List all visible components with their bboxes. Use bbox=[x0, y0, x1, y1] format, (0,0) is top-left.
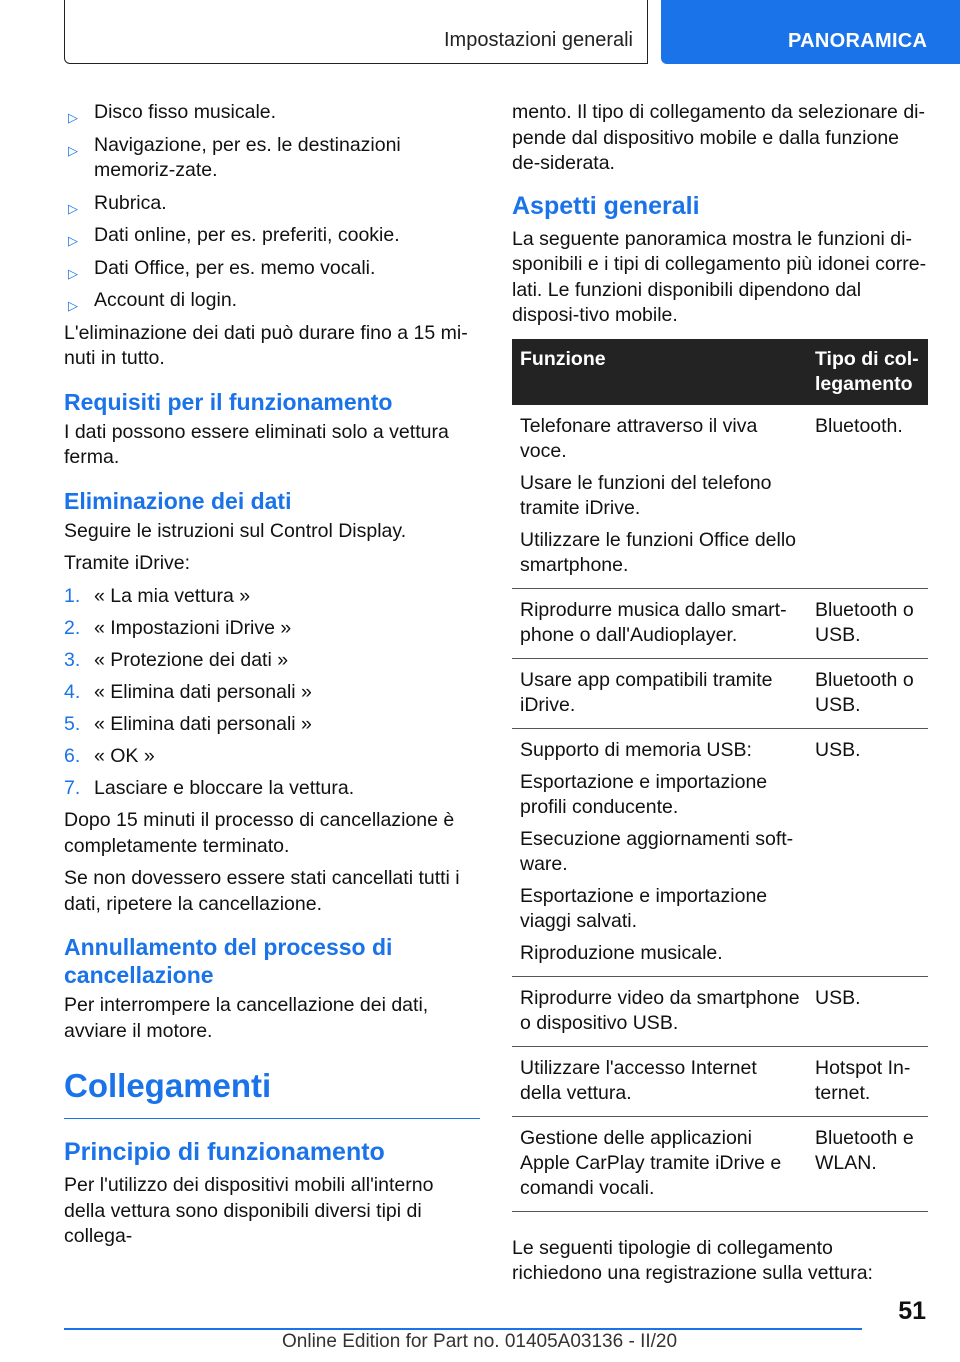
list-item: ▷ Dati online, per es. preferiti, cookie. bbox=[64, 223, 480, 249]
heading-eliminazione: Eliminazione dei dati bbox=[64, 487, 292, 514]
table-cell-tipo: USB. bbox=[807, 976, 928, 1046]
triangle-bullet-icon: ▷ bbox=[68, 265, 78, 281]
footer-divider bbox=[64, 1328, 862, 1330]
table-row bbox=[512, 588, 928, 658]
deletion-data-list bbox=[64, 100, 480, 314]
table-row bbox=[512, 1116, 928, 1211]
connection-table bbox=[512, 339, 928, 1212]
annullamento-paragraph: Per interrompere la cancellazione dei dati, avviare il motore. bbox=[64, 994, 429, 1042]
table-cell-tipo: Bluetooth o USB. bbox=[807, 588, 928, 658]
table-cell-tipo: Bluetooth o USB. bbox=[807, 658, 928, 728]
table-cell-funzione: Usare app compatibili tramite iDrive. bbox=[512, 658, 807, 728]
table-cell-funzione: Telefonare attraverso il viva voce. Usare le funzioni del telefono tramite iDrive. Utilizzare le funzioni Office dello smartphone. bbox=[512, 405, 807, 589]
page-number: 51 bbox=[898, 1297, 926, 1325]
triangle-bullet-icon: ▷ bbox=[68, 298, 78, 313]
triangle-bullet-icon: ▷ bbox=[68, 110, 78, 125]
principio-paragraph: Per l'utilizzo dei dispositivi mobili all'interno della vettura sono disponibili diversi tipi di collega- bbox=[64, 1174, 434, 1247]
table-cell-tipo: USB. bbox=[807, 728, 928, 976]
list-item: ▷ Navigazione, per es. le destinazioni memoriz-zate. bbox=[68, 133, 401, 181]
list-item: ▷ Rubrica. bbox=[64, 191, 480, 217]
table-row bbox=[512, 658, 928, 728]
table-header-row bbox=[512, 339, 928, 405]
tramite-paragraph: Tramite iDrive: bbox=[64, 552, 191, 574]
left-column bbox=[64, 100, 480, 1257]
table-row bbox=[512, 405, 928, 589]
senon-paragraph: Se non dovessero essere stati cancellati tutti i dati, ripetere la cancellazione. bbox=[64, 867, 460, 915]
triangle-bullet-icon: ▷ bbox=[68, 233, 78, 248]
table-cell-funzione: Gestione delle applicazioni Apple CarPlay tramite iDrive e comandi vocali. bbox=[512, 1116, 807, 1211]
triangle-bullet-icon: ▷ bbox=[68, 142, 78, 158]
dopo-paragraph: Dopo 15 minuti il processo di cancellazione è completamente terminato. bbox=[64, 809, 455, 857]
table-header-funzione: Funzione bbox=[512, 339, 807, 405]
continuation-paragraph: mento. Il tipo di collegamento da selezionare di-pende dal dispositivo mobile e dalla funzione de-siderata. bbox=[512, 101, 925, 174]
header-tab-label: PANORAMICA bbox=[788, 30, 928, 52]
heading-annullamento: Annullamento del processo di cancellazione bbox=[64, 934, 393, 988]
heading-principio: Principio di funzionamento bbox=[64, 1138, 385, 1166]
seguenti-paragraph: Le seguenti tipologie di collegamento richiedono una registrazione sulla vettura: bbox=[512, 1236, 873, 1284]
right-column bbox=[512, 100, 928, 1294]
step-item: 1. « La mia vettura » bbox=[64, 584, 251, 607]
list-item: ▷ Dati Office, per es. memo vocali. bbox=[64, 256, 480, 282]
list-item: ▷ Disco fisso musicale. bbox=[64, 100, 480, 126]
header-section-box bbox=[64, 0, 648, 64]
steps-list bbox=[64, 584, 480, 802]
table-cell-funzione: Riprodurre musica dallo smart-phone o dall'Audioplayer. bbox=[512, 588, 807, 658]
table-cell-funzione: Supporto di memoria USB: Esportazione e importazione profili conducente. Esecuzione aggiornamenti soft-ware. Esportazione e importazione viaggi salvati. Riproduzione musicale. bbox=[512, 728, 807, 976]
requisiti-paragraph: I dati possono essere eliminati solo a vettura ferma. bbox=[64, 420, 449, 468]
duration-paragraph: L'eliminazione dei dati può durare fino a 15 mi-nuti in tutto. bbox=[64, 321, 468, 369]
table-row bbox=[512, 728, 928, 976]
step-item: 6. « OK » bbox=[64, 744, 155, 767]
step-item: 4. « Elimina dati personali » bbox=[64, 680, 312, 703]
list-item: ▷ Account di login. bbox=[64, 288, 480, 314]
table-header-tipo: Tipo di col-legamento bbox=[807, 339, 928, 405]
table-row bbox=[512, 1046, 928, 1116]
heading-collegamenti: Collegamenti bbox=[64, 1066, 480, 1119]
footer-edition: Online Edition for Part no. 01405A03136 - II/20 bbox=[282, 1331, 678, 1352]
aspetti-paragraph: La seguente panoramica mostra le funzioni di-sponibili e i tipi di collegamento più idonei corre-lati. Le funzioni disponibili dipendono dal disposi-tivo mobile. bbox=[512, 227, 927, 326]
step-item: 2. « Impostazioni iDrive » bbox=[64, 616, 292, 639]
table-cell-funzione: Riprodurre video da smartphone o dispositivo USB. bbox=[512, 976, 807, 1046]
table-cell-tipo: Bluetooth e WLAN. bbox=[807, 1116, 928, 1211]
header-section-title: Impostazioni generali bbox=[444, 29, 633, 51]
table-cell-tipo: Bluetooth. bbox=[807, 405, 928, 589]
triangle-bullet-icon: ▷ bbox=[68, 200, 78, 216]
table-cell-funzione: Utilizzare l'accesso Internet della vettura. bbox=[512, 1046, 807, 1116]
header-tab-panoramica[interactable] bbox=[661, 0, 960, 64]
istruzioni-paragraph: Seguire le istruzioni sul Control Display. bbox=[64, 519, 407, 542]
step-item: 3. « Protezione dei dati » bbox=[64, 648, 289, 671]
table-cell-tipo: Hotspot In-ternet. bbox=[807, 1046, 928, 1116]
step-item: 5. « Elimina dati personali » bbox=[64, 712, 312, 735]
table-row bbox=[512, 976, 928, 1046]
step-item: 7. Lasciare e bloccare la vettura. bbox=[64, 776, 355, 799]
heading-aspetti: Aspetti generali bbox=[512, 191, 700, 220]
heading-requisiti: Requisiti per il funzionamento bbox=[64, 388, 393, 415]
